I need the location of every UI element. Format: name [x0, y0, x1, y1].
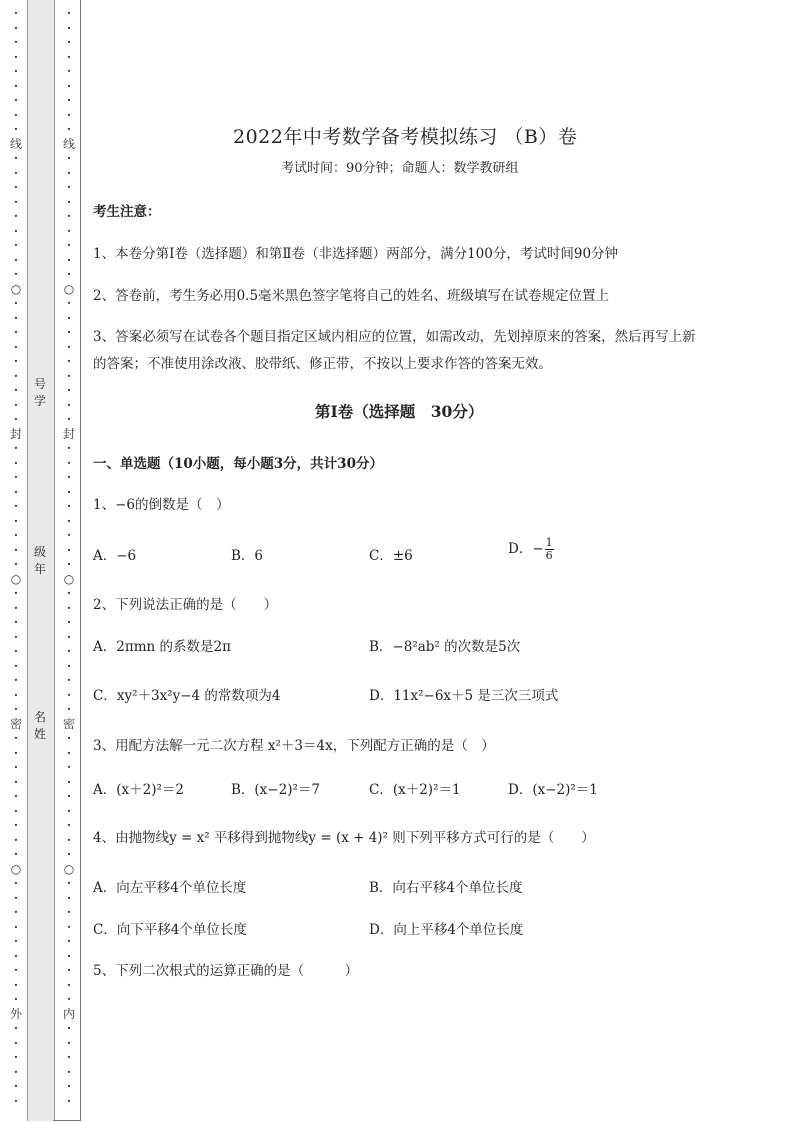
seal-dot: · [66, 165, 72, 180]
seal-dot: · [66, 629, 72, 644]
question-stem: 5、下列二次根式的运算正确的是（ ） [93, 963, 359, 979]
seal-dot: · [13, 267, 19, 281]
option: B．(x−2)²＝7 [231, 782, 320, 798]
seal-dot: · [13, 702, 19, 716]
seal-dot: · [66, 1093, 72, 1108]
seal-dot: · [66, 745, 72, 760]
seal-dot: · [13, 557, 19, 571]
option: C．向下平移4个单位长度 [93, 922, 247, 938]
seal-dot: · [13, 165, 19, 180]
seal-dot: · [66, 455, 72, 470]
seal-dot: · [13, 745, 19, 760]
seal-dot: · [66, 702, 72, 716]
option: D．11x²−6x＋5 是三次三项式 [369, 688, 559, 704]
seal-dot: · [13, 615, 19, 629]
seal-marker: 内 [62, 1006, 75, 1021]
seal-marker: 封 [9, 426, 22, 441]
option: D．− $\frac{1}{6}$ [508, 536, 553, 562]
seal-dot: · [13, 644, 19, 658]
seal-dot: · [13, 586, 19, 600]
seal-dot: · [13, 1035, 19, 1050]
seal-dot: · [66, 78, 72, 93]
seal-dot: · [13, 760, 19, 774]
seal-dot: · [66, 687, 72, 702]
seal-dot: · [66, 919, 72, 934]
seal-dot: · [66, 499, 72, 513]
seal-line-right [61, 6, 77, 1108]
seal-dot: · [13, 528, 19, 542]
seal-marker: ○ [10, 571, 22, 586]
seal-dot: · [13, 1021, 19, 1035]
seal-dot: · [66, 760, 72, 774]
option: D．(x−2)²＝1 [508, 782, 598, 798]
seal-dot: · [13, 470, 19, 484]
seal-dot: · [13, 687, 19, 702]
seal-dot: · [66, 658, 72, 673]
seal-dot: · [13, 368, 19, 383]
seal-dot: · [66, 49, 72, 64]
seal-dot: · [13, 1064, 19, 1079]
seal-dot: · [13, 383, 19, 397]
notice-item: 2、答卷前，考生务必用0.5毫米黑色签字笔将自己的姓名、班级填写在试卷规定位置上 [93, 288, 610, 304]
seal-line-left [8, 6, 24, 1108]
class-label: 级 年 [33, 545, 46, 576]
question-stem: 4、由抛物线y = x² 平移得到抛物线y = (x + 4)² 则下列平移方式可行的是（ ） [93, 830, 595, 846]
seal-dot: · [66, 992, 72, 1006]
seal-dot: · [13, 948, 19, 963]
notice-heading: 考生注意： [93, 204, 161, 220]
option: B．−8²ab² 的次数是5次 [369, 639, 521, 655]
option: C．(x＋2)²＝1 [369, 782, 461, 798]
option: A．(x＋2)²＝2 [93, 782, 184, 798]
seal-dot: · [13, 658, 19, 673]
seal-dot: · [66, 441, 72, 455]
seal-dot: · [66, 818, 72, 832]
seal-dot: · [66, 1035, 72, 1050]
seal-dot: · [13, 832, 19, 847]
seal-dot: · [13, 339, 19, 354]
seal-dot: · [13, 354, 19, 368]
seal-dot: · [13, 774, 19, 789]
seal-dot: · [13, 934, 19, 948]
seal-dot: · [66, 354, 72, 368]
student-number-label: 号 学 [33, 377, 46, 408]
seal-marker: ○ [10, 281, 22, 296]
seal-dot: · [13, 992, 19, 1006]
binding-rule-bottom [53, 1120, 81, 1121]
seal-dot: · [66, 93, 72, 107]
seal-dot: · [13, 325, 19, 339]
seal-dot: · [13, 412, 19, 426]
seal-dot: · [13, 1079, 19, 1093]
seal-dot: · [66, 310, 72, 325]
seal-dot: · [13, 151, 19, 165]
seal-marker: ○ [10, 861, 22, 876]
question-stem: 1、−6的倒数是（ ） [93, 497, 230, 513]
page-title: 2022年中考数学备考模拟练习 （B）卷 [233, 126, 578, 148]
seal-dot: · [66, 267, 72, 281]
seal-dot: · [13, 542, 19, 557]
seal-dot: · [13, 731, 19, 745]
seal-dot: · [66, 673, 72, 687]
seal-dot: · [66, 890, 72, 905]
seal-dot: · [13, 180, 19, 194]
seal-dot: · [66, 296, 72, 310]
seal-dot: · [13, 629, 19, 644]
seal-dot: · [66, 180, 72, 194]
seal-dot: · [13, 963, 19, 977]
seal-dot: · [66, 876, 72, 890]
seal-marker: 密 [9, 716, 22, 731]
seal-dot: · [66, 542, 72, 557]
question-stem: 2、下列说法正确的是（ ） [93, 597, 278, 613]
seal-dot: · [66, 238, 72, 252]
option: C．±6 [369, 548, 413, 564]
seal-dot: · [66, 528, 72, 542]
option: C．xy²＋3x²y−4 的常数项为4 [93, 688, 281, 704]
seal-marker: 线 [9, 136, 22, 151]
seal-dot: · [66, 963, 72, 977]
seal-dot: · [66, 397, 72, 412]
seal-dot: · [66, 6, 72, 20]
seal-dot: · [13, 673, 19, 687]
notice-item: 的答案；不准使用涂改液、胶带纸、修正带，不按以上要求作答的答案无效。 [93, 356, 552, 372]
seal-marker: 外 [9, 1006, 22, 1021]
seal-dot: · [66, 252, 72, 267]
seal-dot: · [66, 368, 72, 383]
seal-dot: · [66, 107, 72, 122]
seal-dot: · [66, 484, 72, 499]
seal-dot: · [66, 803, 72, 818]
seal-dot: · [13, 209, 19, 223]
section-title: 第I卷（选择题 30分） [315, 402, 484, 421]
seal-dot: · [66, 789, 72, 803]
seal-dot: · [13, 600, 19, 615]
seal-dot: · [13, 1050, 19, 1064]
seal-dot: · [66, 64, 72, 78]
fraction: $\frac{1}{6}$ [545, 536, 553, 562]
seal-dot: · [13, 513, 19, 528]
seal-dot: · [66, 615, 72, 629]
seal-dot: · [66, 470, 72, 484]
binding-rule [80, 0, 81, 1121]
seal-dot: · [13, 499, 19, 513]
seal-dot: · [13, 252, 19, 267]
seal-dot: · [66, 948, 72, 963]
seal-dot: · [66, 20, 72, 35]
option: B．向右平移4个单位长度 [369, 880, 523, 896]
seal-dot: · [13, 876, 19, 890]
seal-dot: · [66, 339, 72, 354]
seal-dot: · [66, 977, 72, 992]
name-label: 名 姓 [33, 710, 46, 741]
seal-dot: · [66, 35, 72, 49]
seal-dot: · [13, 919, 19, 934]
seal-dot: · [66, 586, 72, 600]
seal-dot: · [13, 789, 19, 803]
page-subtitle: 考试时间：90分钟；命题人：数学教研组 [281, 161, 519, 176]
question-stem: 3、用配方法解一元二次方程 x²＋3＝4x，下列配方正确的是（ ） [93, 738, 495, 754]
seal-dot: · [66, 934, 72, 948]
seal-dot: · [13, 847, 19, 861]
seal-dot: · [13, 64, 19, 78]
seal-dot: · [13, 93, 19, 107]
option: A．2πmn 的系数是2π [93, 639, 231, 655]
seal-dot: · [13, 977, 19, 992]
notice-item: 1、本卷分第I卷（选择题）和第Ⅱ卷（非选择题）两部分，满分100分，考试时间90分钟 [93, 246, 619, 262]
seal-dot: · [13, 397, 19, 412]
seal-marker: 密 [62, 716, 75, 731]
seal-dot: · [13, 122, 19, 136]
seal-dot: · [13, 107, 19, 122]
seal-dot: · [66, 513, 72, 528]
seal-dot: · [13, 803, 19, 818]
seal-dot: · [13, 905, 19, 919]
seal-dot: · [66, 1064, 72, 1079]
seal-dot: · [13, 484, 19, 499]
seal-dot: · [66, 774, 72, 789]
seal-dot: · [13, 20, 19, 35]
seal-dot: · [66, 557, 72, 571]
seal-dot: · [13, 238, 19, 252]
seal-dot: · [13, 296, 19, 310]
seal-marker: ○ [63, 861, 75, 876]
seal-dot: · [66, 194, 72, 209]
option: D．向上平移4个单位长度 [369, 922, 524, 938]
seal-dot: · [13, 35, 19, 49]
seal-dot: · [66, 1050, 72, 1064]
seal-dot: · [66, 832, 72, 847]
seal-dot: · [13, 1093, 19, 1108]
seal-dot: · [66, 644, 72, 658]
option: A．−6 [93, 548, 137, 564]
seal-dot: · [13, 49, 19, 64]
option: A．向左平移4个单位长度 [93, 880, 247, 896]
seal-dot: · [13, 818, 19, 832]
part-heading: 一、单选题（10小题，每小题3分，共计30分） [93, 456, 383, 472]
option: B．6 [231, 548, 264, 564]
seal-dot: · [66, 600, 72, 615]
seal-dot: · [13, 78, 19, 93]
seal-dot: · [66, 847, 72, 861]
seal-dot: · [13, 890, 19, 905]
seal-dot: · [66, 122, 72, 136]
seal-dot: · [66, 223, 72, 238]
seal-marker: ○ [63, 571, 75, 586]
seal-dot: · [13, 6, 19, 20]
seal-dot: · [13, 441, 19, 455]
seal-dot: · [66, 412, 72, 426]
seal-dot: · [66, 905, 72, 919]
seal-marker: ○ [63, 281, 75, 296]
seal-dot: · [13, 455, 19, 470]
seal-marker: 封 [62, 426, 75, 441]
seal-dot: · [13, 223, 19, 238]
seal-dot: · [66, 383, 72, 397]
notice-item: 3、答案必须写在试卷各个题目指定区域内相应的位置，如需改动，先划掉原来的答案，然后再写上新 [93, 329, 696, 345]
seal-dot: · [66, 151, 72, 165]
seal-dot: · [66, 1079, 72, 1093]
seal-marker: 线 [62, 136, 75, 151]
seal-dot: · [13, 310, 19, 325]
seal-dot: · [13, 194, 19, 209]
seal-dot: · [66, 209, 72, 223]
seal-dot: · [66, 731, 72, 745]
seal-dot: · [66, 325, 72, 339]
seal-dot: · [66, 1021, 72, 1035]
